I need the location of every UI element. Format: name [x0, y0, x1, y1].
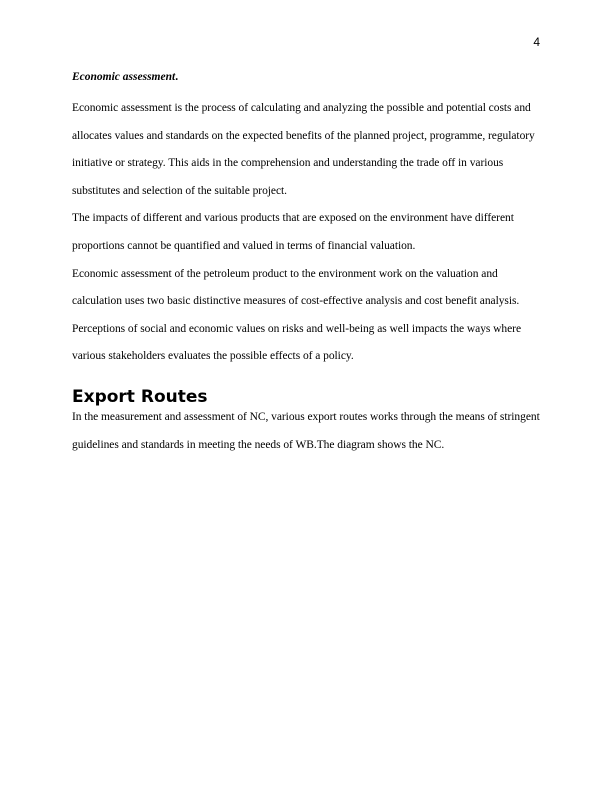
page-content [72, 64, 542, 459]
economic-assessment-heading-period: . [175, 71, 179, 83]
economic-assessment-heading [72, 64, 542, 91]
export-routes-heading: Export Routes [72, 386, 208, 407]
page-number: 4 [533, 35, 540, 49]
paragraph-export-routes: In the measurement and assessment of NC, various export routes works through the means of stringent guidelines and standards in meeting the needs of WB.The diagram shows the NC. [72, 410, 540, 451]
economic-assessment-heading-text: Economic assessment [72, 71, 176, 83]
paragraph-impacts: The impacts of different and various products that are exposed on the environment have different proportions cannot be quantified and valued in terms of financial valuation. [72, 212, 514, 252]
paragraph-economic-definition: Economic assessment is the process of calculating and analyzing the possible and potential costs and allocates values and standards on the expected benefits of the planned project, programme, regulatory initiative or strategy. This aids in the comprehension and understanding the trade off in various substitutes and selection of the suitable project. [72, 102, 535, 197]
paragraph-petroleum-assessment: Economic assessment of the petroleum product to the environment work on the valuation and calculation uses two basic distinctive measures of cost-effective analysis and cost benefit analysis. Perceptions of social and economic values on risks and well-being as well impacts the ways where various stakeholders evaluates the possible effects of a policy. [72, 267, 522, 363]
